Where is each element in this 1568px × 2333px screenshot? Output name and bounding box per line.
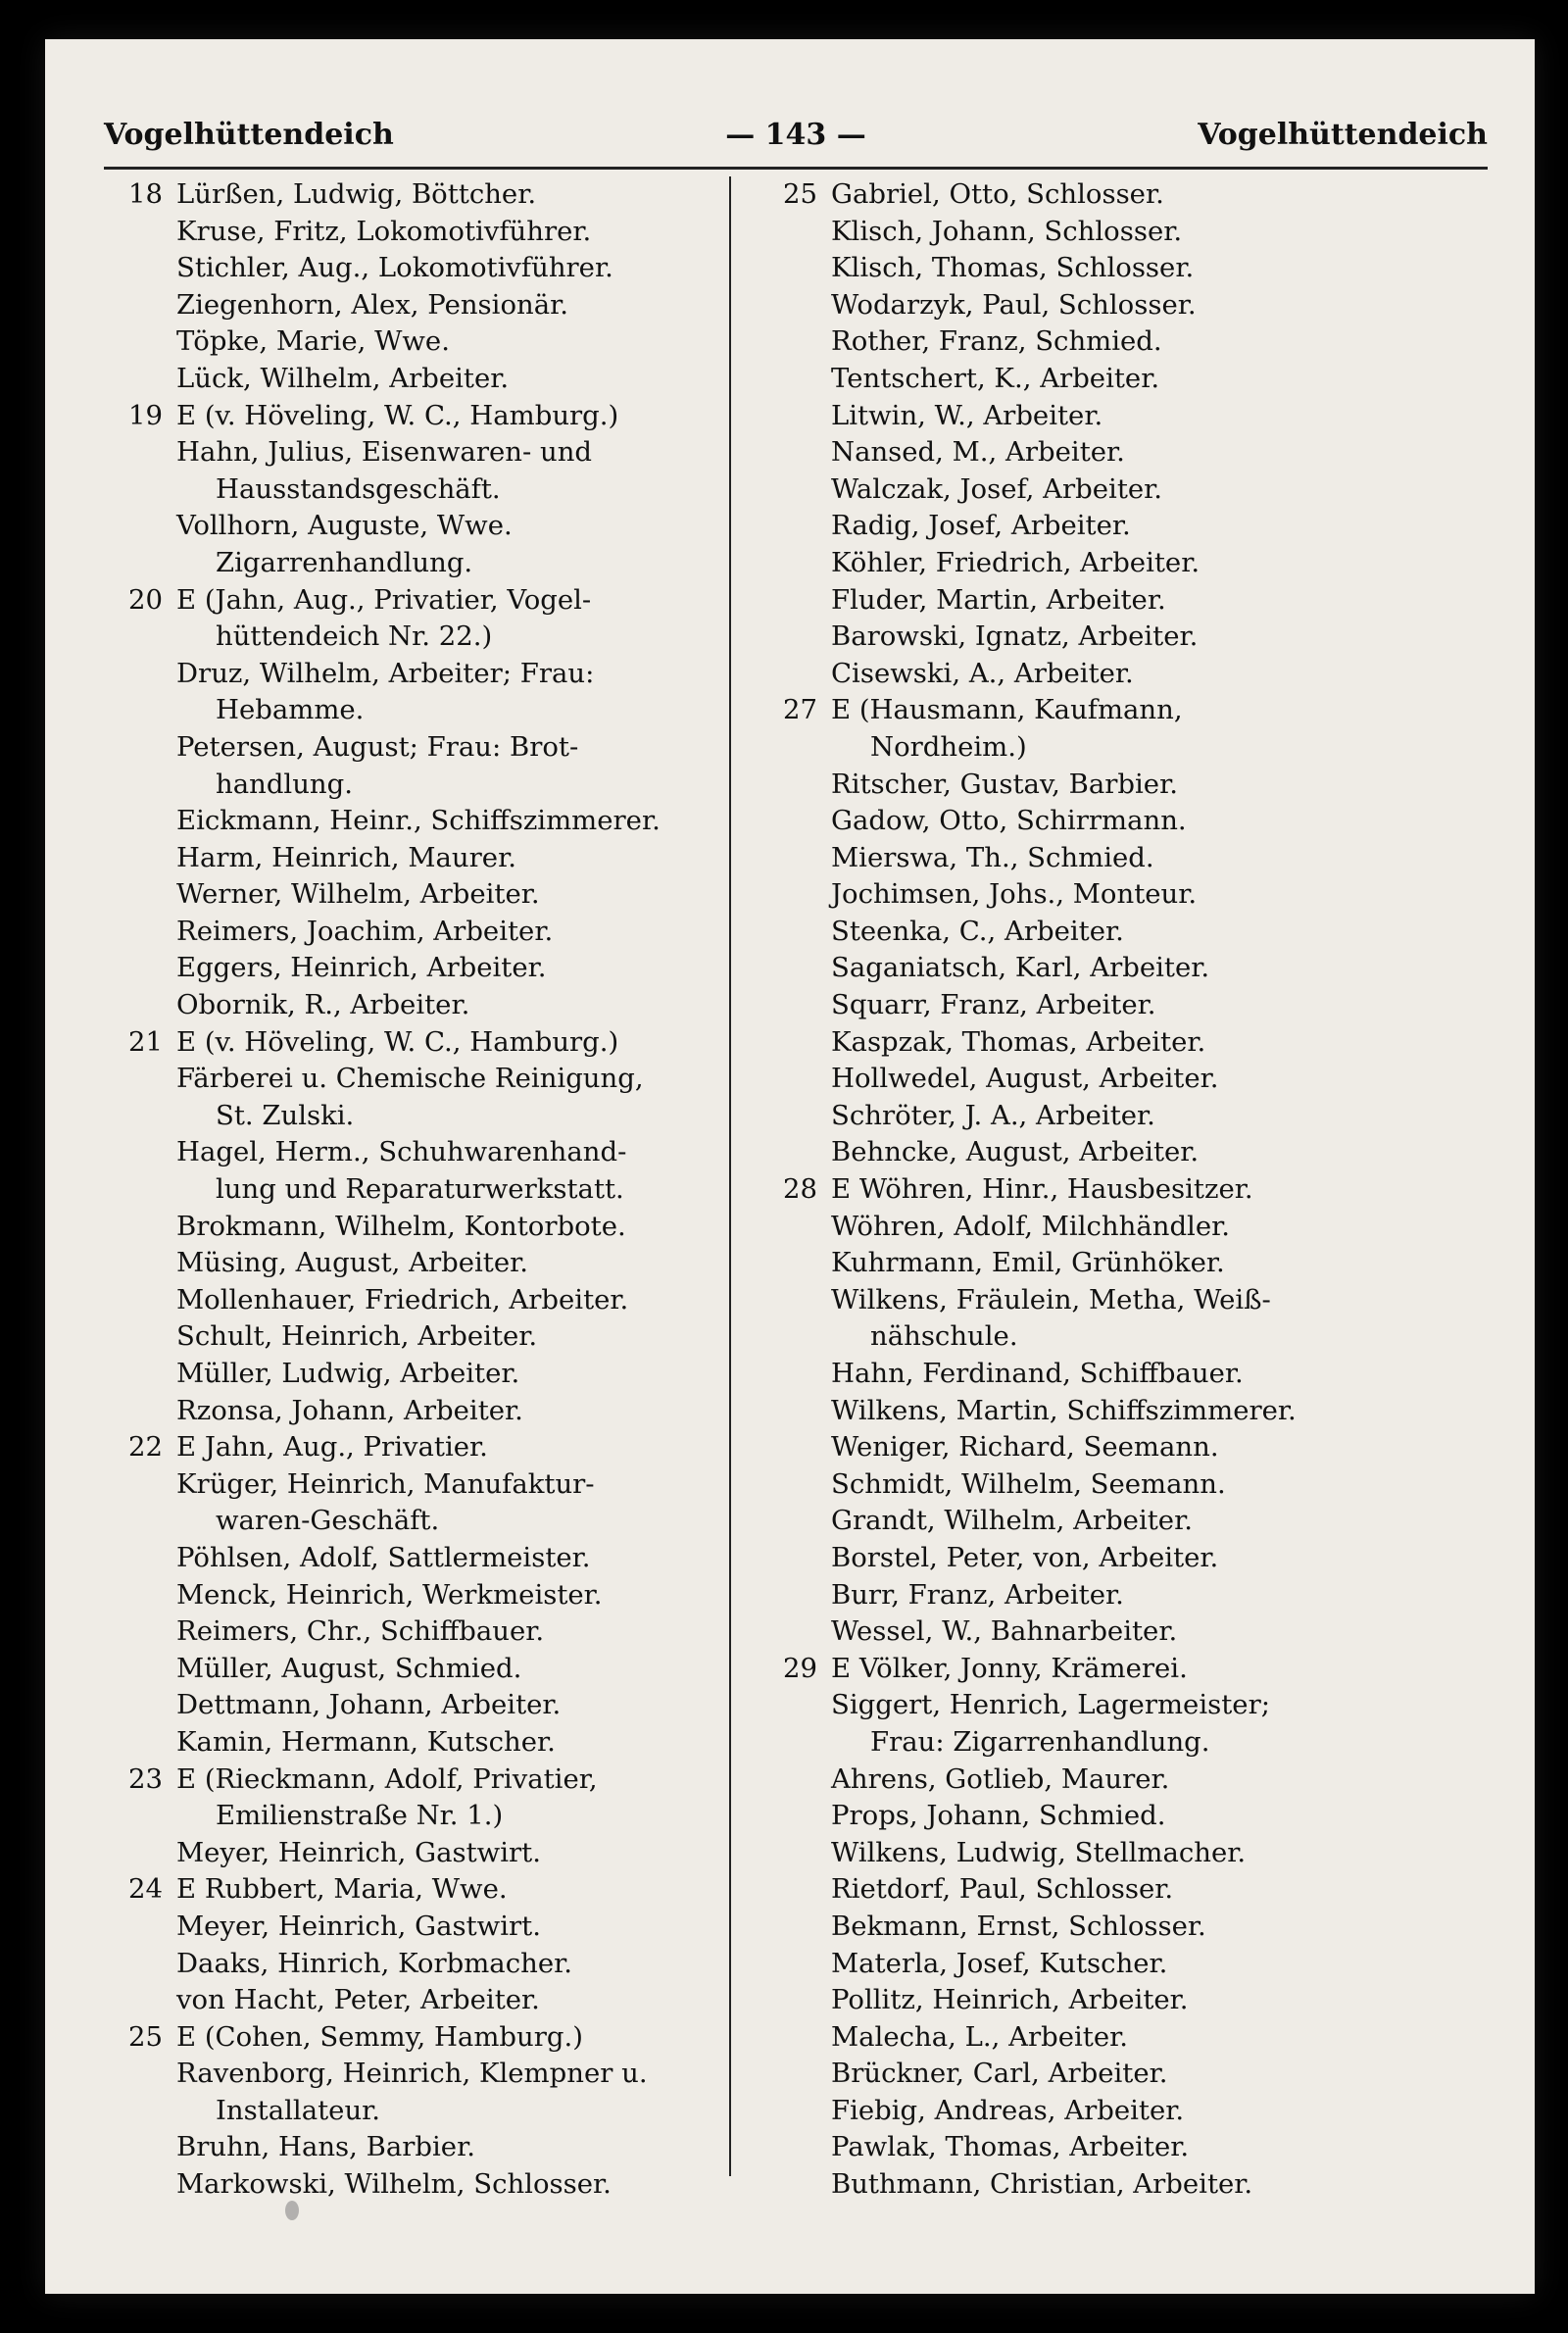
entry-line: Meyer, Heinrich, Gastwirt. [176, 1910, 541, 1942]
directory-entry [759, 176, 1445, 214]
directory-entry [104, 840, 731, 877]
entry-line: Wessel, W., Bahnarbeiter. [831, 1615, 1178, 1648]
directory-entry [104, 1871, 731, 1909]
directory-entry [104, 1762, 731, 1835]
entry-line: nähschule. [870, 1320, 1018, 1353]
entry-line: Brückner, Carl, Arbeiter. [831, 2058, 1168, 2090]
entry-line: Rietdorf, Paul, Schlosser. [831, 1873, 1174, 1906]
entry-line: Cisewski, A., Arbeiter. [831, 657, 1134, 689]
entry-line: Tentschert, K., Arbeiter. [831, 362, 1160, 394]
entry-line: Grandt, Wilhelm, Arbeiter. [831, 1505, 1193, 1537]
directory-entry [759, 287, 1445, 324]
entry-line: Obornik, R., Arbeiter. [176, 989, 470, 1021]
entry-line: Hebamme. [216, 694, 365, 726]
directory-entry [104, 214, 731, 251]
directory-entry [104, 1946, 731, 1983]
directory-entry [759, 1835, 1445, 1872]
entry-line: Müller, Ludwig, Arbeiter. [176, 1358, 520, 1389]
directory-entry [104, 250, 731, 287]
directory-entry [759, 1209, 1445, 1246]
entry-line: Kruse, Fritz, Lokomotivführer. [176, 215, 592, 247]
directory-entry [759, 1466, 1445, 1504]
directory-entry [104, 876, 731, 914]
directory-entry [104, 1540, 731, 1577]
entry-line: Ritscher, Gustav, Barbier. [831, 768, 1178, 800]
entry-line: Eggers, Heinrich, Arbeiter. [176, 952, 547, 984]
entry-line: Behncke, August, Arbeiter. [831, 1136, 1200, 1168]
directory-entry [104, 1245, 731, 1282]
entry-line: Fiebig, Andreas, Arbeiter. [831, 2094, 1185, 2126]
paper-stain [285, 2201, 299, 2220]
entry-line: handlung. [216, 768, 353, 800]
entry-line: Siggert, Henrich, Lagermeister; [831, 1689, 1270, 1721]
entry-line: Kuhrmann, Emil, Grünhöker. [831, 1247, 1225, 1279]
header-street-left: Vogelhüttendeich [104, 118, 394, 152]
directory-entry [759, 472, 1445, 509]
directory-entry [759, 1393, 1445, 1430]
directory-entry [104, 1466, 731, 1540]
directory-entry [104, 1909, 731, 1946]
directory-entry [759, 619, 1445, 656]
entry-line: Müller, August, Schmied. [176, 1652, 522, 1684]
entry-line: Ziegenhorn, Alex, Pensionär. [176, 288, 568, 321]
left-column [104, 176, 731, 2204]
entry-line: Reimers, Chr., Schiffbauer. [176, 1615, 545, 1648]
directory-entry [104, 361, 731, 398]
house-number: 22 [128, 1431, 163, 1464]
directory-entry [759, 582, 1445, 620]
entry-line: Nansed, M., Arbeiter. [831, 436, 1125, 469]
directory-entry [759, 840, 1445, 877]
directory-entry [759, 398, 1445, 435]
entry-line: St. Zulski. [216, 1099, 355, 1131]
entry-line: Dettmann, Johann, Arbeiter. [176, 1689, 562, 1721]
entry-line: Walczak, Josef, Arbeiter. [831, 472, 1163, 505]
entry-line: Klisch, Johann, Schlosser. [831, 215, 1183, 247]
entry-line: Emilienstraße Nr. 1.) [216, 1800, 504, 1832]
entry-line: Pawlak, Thomas, Arbeiter. [831, 2131, 1190, 2163]
directory-entry [759, 1909, 1445, 1946]
directory-entry [759, 361, 1445, 398]
directory-entry [759, 1982, 1445, 2019]
header-street-right: Vogelhüttendeich [1198, 118, 1488, 152]
directory-entry [759, 2129, 1445, 2166]
page-number: — 143 — [725, 118, 866, 152]
directory-entry [104, 1651, 731, 1688]
entry-line: Barowski, Ignatz, Arbeiter. [831, 620, 1199, 653]
entry-line: Hollwedel, August, Arbeiter. [831, 1063, 1219, 1095]
directory-entry [104, 582, 731, 656]
entry-line: E (Hausmann, Kaufmann, [831, 694, 1183, 726]
entry-line: Schröter, J. A., Arbeiter. [831, 1099, 1155, 1131]
directory-entry [104, 1209, 731, 1246]
entry-line: hüttendeich Nr. 22.) [216, 620, 493, 653]
entry-line: Werner, Wilhelm, Arbeiter. [176, 878, 540, 911]
entry-line: Gadow, Otto, Schirrmann. [831, 805, 1187, 837]
directory-entry [759, 2056, 1445, 2093]
entry-line: Bekmann, Ernst, Schlosser. [831, 1910, 1206, 1942]
directory-entry [104, 1429, 731, 1466]
entry-line: Ravenborg, Heinrich, Klempner u. [176, 2058, 648, 2090]
entry-line: E Rubbert, Maria, Wwe. [176, 1873, 508, 1906]
directory-entry [759, 914, 1445, 951]
entry-line: E Völker, Jonny, Krämerei. [831, 1652, 1188, 1684]
directory-entry [104, 1356, 731, 1393]
house-number: 21 [128, 1025, 163, 1058]
directory-entry [759, 1282, 1445, 1356]
directory-entry [104, 950, 731, 987]
entry-line: Squarr, Franz, Arbeiter. [831, 989, 1156, 1021]
house-number: 25 [783, 178, 817, 210]
directory-entry [759, 1651, 1445, 1688]
entry-line: Frau: Zigarrenhandlung. [870, 1725, 1210, 1758]
directory-entry [104, 1024, 731, 1062]
directory-entry [759, 1503, 1445, 1540]
house-number: 25 [128, 2020, 163, 2053]
entry-line: Schult, Heinrich, Arbeiter. [176, 1320, 538, 1353]
directory-entry [759, 1871, 1445, 1909]
directory-entry [104, 656, 731, 729]
directory-entry [104, 2056, 731, 2129]
entry-line: Mierswa, Th., Schmied. [831, 841, 1154, 873]
header-rule [104, 167, 1488, 170]
entry-line: Vollhorn, Auguste, Wwe. [176, 510, 513, 542]
entry-line: E Jahn, Aug., Privatier. [176, 1431, 488, 1464]
entry-line: Reimers, Joachim, Arbeiter. [176, 915, 554, 947]
directory-entry [104, 1134, 731, 1208]
house-number: 19 [128, 399, 163, 431]
directory-entry [759, 545, 1445, 582]
directory-entry [759, 2093, 1445, 2130]
directory-entry [104, 176, 731, 214]
entry-line: Krüger, Heinrich, Manufaktur- [176, 1467, 595, 1500]
entry-line: Wodarzyk, Paul, Schlosser. [831, 288, 1197, 321]
entry-line: Pöhlsen, Adolf, Sattlermeister. [176, 1541, 591, 1573]
entry-line: Materla, Josef, Kutscher. [831, 1947, 1168, 1979]
directory-entry [759, 323, 1445, 361]
entry-line: E (v. Höveling, W. C., Hamburg.) [176, 1025, 619, 1058]
entry-line: Bruhn, Hans, Barbier. [176, 2131, 475, 2163]
entry-line: von Hacht, Peter, Arbeiter. [176, 1984, 540, 2016]
directory-entry [104, 434, 731, 508]
entry-line: Wilkens, Fräulein, Metha, Weiß- [831, 1283, 1271, 1315]
directory-entry [759, 2166, 1445, 2204]
directory-entry [759, 950, 1445, 987]
entry-line: Müsing, August, Arbeiter. [176, 1247, 528, 1279]
entry-line: Burr, Franz, Arbeiter. [831, 1578, 1124, 1611]
entry-line: Pollitz, Heinrich, Arbeiter. [831, 1984, 1189, 2016]
entry-line: Jochimsen, Johs., Monteur. [831, 878, 1198, 911]
entry-line: Schmidt, Wilhelm, Seemann. [831, 1467, 1226, 1500]
entry-line: Markowski, Wilhelm, Schlosser. [176, 2168, 612, 2201]
directory-entry [759, 1577, 1445, 1614]
entry-line: Props, Johann, Schmied. [831, 1800, 1166, 1832]
entry-line: E (Jahn, Aug., Privatier, Vogel- [176, 583, 592, 616]
entry-line: Wöhren, Adolf, Milchhändler. [831, 1210, 1230, 1242]
entry-line: Fluder, Martin, Arbeiter. [831, 583, 1166, 616]
directory-entry [104, 1393, 731, 1430]
entry-line: Petersen, August; Frau: Brot- [176, 730, 579, 763]
directory-entry [759, 1429, 1445, 1466]
directory-entry [104, 2166, 731, 2204]
entry-line: Hausstandsgeschäft. [216, 472, 501, 505]
entry-line: Litwin, W., Arbeiter. [831, 399, 1103, 431]
entry-line: Hahn, Julius, Eisenwaren- und [176, 436, 593, 469]
directory-entry [759, 1798, 1445, 1835]
entry-line: Klisch, Thomas, Schlosser. [831, 252, 1195, 284]
entry-line: waren-Geschäft. [216, 1505, 440, 1537]
house-number: 28 [783, 1173, 817, 1206]
entry-line: Wilkens, Martin, Schiffszimmerer. [831, 1394, 1297, 1426]
entry-line: Kamin, Hermann, Kutscher. [176, 1725, 556, 1758]
entry-line: Borstel, Peter, von, Arbeiter. [831, 1541, 1219, 1573]
house-number: 23 [128, 1762, 163, 1795]
directory-entry [759, 1171, 1445, 1209]
entry-line: Mollenhauer, Friedrich, Arbeiter. [176, 1283, 629, 1315]
house-number: 27 [783, 694, 817, 726]
directory-entry [104, 1982, 731, 2019]
document-page [45, 39, 1535, 2294]
entry-line: Radig, Josef, Arbeiter. [831, 510, 1131, 542]
directory-entry [759, 1613, 1445, 1651]
house-number: 18 [128, 178, 163, 210]
directory-entry [104, 1724, 731, 1762]
entry-line: Hagel, Herm., Schuhwarenhand- [176, 1136, 627, 1168]
entry-line: Malecha, L., Arbeiter. [831, 2020, 1128, 2053]
entry-line: Köhler, Friedrich, Arbeiter. [831, 546, 1200, 578]
entry-line: Wilkens, Ludwig, Stellmacher. [831, 1836, 1247, 1868]
directory-entry [104, 1282, 731, 1319]
directory-entry [104, 2019, 731, 2057]
directory-entry [759, 1946, 1445, 1983]
directory-entry [104, 987, 731, 1024]
directory-entry [104, 398, 731, 435]
directory-entry [104, 323, 731, 361]
directory-entry [759, 1061, 1445, 1098]
directory-entry [104, 1687, 731, 1724]
page-header [104, 118, 1488, 167]
house-number: 20 [128, 583, 163, 616]
directory-entry [104, 914, 731, 951]
entry-line: Eickmann, Heinr., Schiffszimmerer. [176, 805, 661, 837]
directory-entry [759, 692, 1445, 766]
directory-entry [759, 508, 1445, 545]
entry-line: Kaspzak, Thomas, Arbeiter. [831, 1025, 1206, 1058]
directory-entry [104, 508, 731, 581]
entry-line: Gabriel, Otto, Schlosser. [831, 178, 1164, 210]
entry-line: Rother, Franz, Schmied. [831, 325, 1162, 358]
directory-entry [104, 1577, 731, 1614]
entry-line: Zigarrenhandlung. [216, 546, 473, 578]
directory-entry [104, 803, 731, 840]
directory-entry [759, 2019, 1445, 2057]
entry-line: Daaks, Hinrich, Korbmacher. [176, 1947, 572, 1979]
entry-line: Druz, Wilhelm, Arbeiter; Frau: [176, 657, 595, 689]
entry-line: Lürßen, Ludwig, Böttcher. [176, 178, 537, 210]
entry-line: Nordheim.) [870, 730, 1027, 763]
entry-line: E Wöhren, Hinr., Hausbesitzer. [831, 1173, 1253, 1206]
directory-entry [759, 1024, 1445, 1062]
directory-entry [759, 656, 1445, 693]
house-number: 24 [128, 1873, 163, 1906]
entry-line: E (Cohen, Semmy, Hamburg.) [176, 2020, 583, 2053]
entry-line: Brokmann, Wilhelm, Kontorbote. [176, 1210, 626, 1242]
entry-line: Färberei u. Chemische Reinigung, [176, 1063, 644, 1095]
entry-line: Stichler, Aug., Lokomotivführer. [176, 252, 613, 284]
entry-line: Menck, Heinrich, Werkmeister. [176, 1578, 603, 1611]
entry-line: Harm, Heinrich, Maurer. [176, 841, 516, 873]
directory-entry [759, 1540, 1445, 1577]
directory-entry [759, 1245, 1445, 1282]
directory-entry [104, 1613, 731, 1651]
entry-line: Rzonsa, Johann, Arbeiter. [176, 1394, 523, 1426]
directory-entry [104, 1061, 731, 1134]
directory-entry [759, 767, 1445, 804]
directory-entry [759, 250, 1445, 287]
entry-line: Lück, Wilhelm, Arbeiter. [176, 362, 510, 394]
directory-entry [759, 1762, 1445, 1799]
directory-entry [759, 803, 1445, 840]
entry-line: E (Rieckmann, Adolf, Privatier, [176, 1762, 598, 1795]
entry-line: E (v. Höveling, W. C., Hamburg.) [176, 399, 619, 431]
directory-entry [759, 1098, 1445, 1135]
house-number: 29 [783, 1652, 817, 1684]
right-column [759, 176, 1445, 2204]
directory-entry [759, 434, 1445, 472]
entry-line: Hahn, Ferdinand, Schiffbauer. [831, 1358, 1244, 1389]
entry-line: Buthmann, Christian, Arbeiter. [831, 2168, 1253, 2201]
entry-line: Steenka, C., Arbeiter. [831, 915, 1124, 947]
directory-entry [759, 1687, 1445, 1761]
entry-line: Töpke, Marie, Wwe. [176, 325, 450, 358]
entry-line: Meyer, Heinrich, Gastwirt. [176, 1836, 541, 1868]
entry-line: Ahrens, Gotlieb, Maurer. [831, 1762, 1170, 1795]
directory-entry [759, 876, 1445, 914]
directory-entry [759, 1134, 1445, 1171]
directory-entry [104, 287, 731, 324]
directory-entry [104, 2129, 731, 2166]
directory-entry [759, 214, 1445, 251]
entry-line: Installateur. [216, 2094, 381, 2126]
directory-entry [104, 729, 731, 803]
entry-line: lung und Reparaturwerkstatt. [216, 1173, 624, 1206]
directory-entry [759, 1356, 1445, 1393]
directory-entry [759, 987, 1445, 1024]
directory-entry [104, 1835, 731, 1872]
entry-line: Saganiatsch, Karl, Arbeiter. [831, 952, 1210, 984]
entry-line: Weniger, Richard, Seemann. [831, 1431, 1219, 1464]
directory-entry [104, 1318, 731, 1356]
